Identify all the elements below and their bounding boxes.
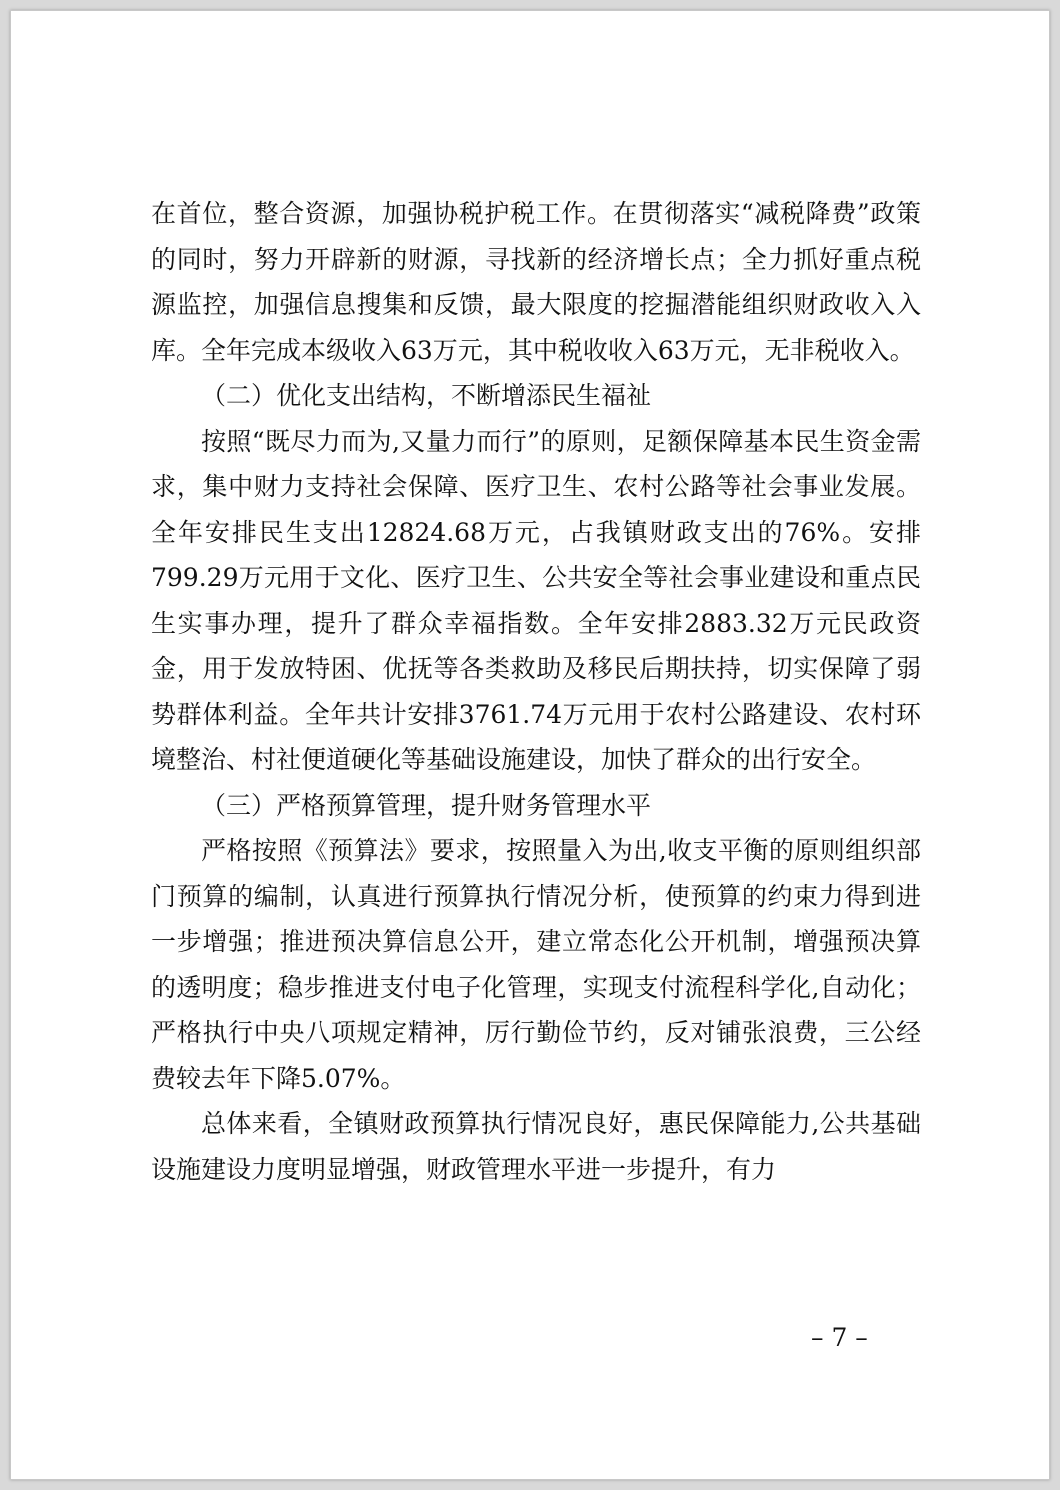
document-body bbox=[151, 191, 921, 1192]
section-heading-expenditure: （二）优化支出结构，不断增添民生福祉 bbox=[201, 381, 652, 410]
section-heading-budget-management: （三）严格预算管理，提升财务管理水平 bbox=[201, 790, 652, 820]
document-page bbox=[10, 10, 1050, 1480]
paragraph-summary: 总体来看，全镇财政预算执行情况良好，惠民保障能力,公共基础设施建设力度明显增强，财政管理水平进一步提升，有力 bbox=[151, 1109, 921, 1184]
paragraph-revenue-continued: 在首位，整合资源，加强协税护税工作。在贯彻落实“减税降费”政策的同时，努力开辟新的财源，寻找新的经济增长点；全力抓好重点税源监控，加强信息搜集和反馈，最大限度的挖掘潜能组织财政收入入库。全年完成本级收入63万元，其中税收收入63万元，无非税收入。 bbox=[151, 199, 921, 365]
paragraph-budget-management: 严格按照《预算法》要求，按照量入为出,收支平衡的原则组织部门预算的编制，认真进行预算执行情况分析，使预算的约束力得到进一步增强；推进预决算信息公开，建立常态化公开机制，增强预决算的透明度；稳步推进支付电子化管理，实现支付流程科学化,自动化；严格执行中央八项规定精神，厉行勤俭节约，反对铺张浪费，三公经费较去年下降5.07%。 bbox=[151, 836, 921, 1093]
page-number: – 7 – bbox=[811, 1323, 868, 1352]
paragraph-livelihood-spending: 按照“既尽力而为,又量力而行”的原则，足额保障基本民生资金需求，集中财力支持社会保障、医疗卫生、农村公路等社会事业发展。全年安排民生支出12824.68万元，占我镇财政支出的76%。安排799.29万元用于文化、医疗卫生、公共安全等社会事业建设和重点民生实事办理，提升了群众幸福指数。全年安排2883.32万元民政资金，用于发放特困、优抚等各类救助及移民后期扶持，切实保障了弱势群体利益。全年共计安排3761.74万元用于农村公路建设、农村环境整治、村社便道硬化等基础设施建设，加快了群众的出行安全。 bbox=[151, 426, 921, 774]
